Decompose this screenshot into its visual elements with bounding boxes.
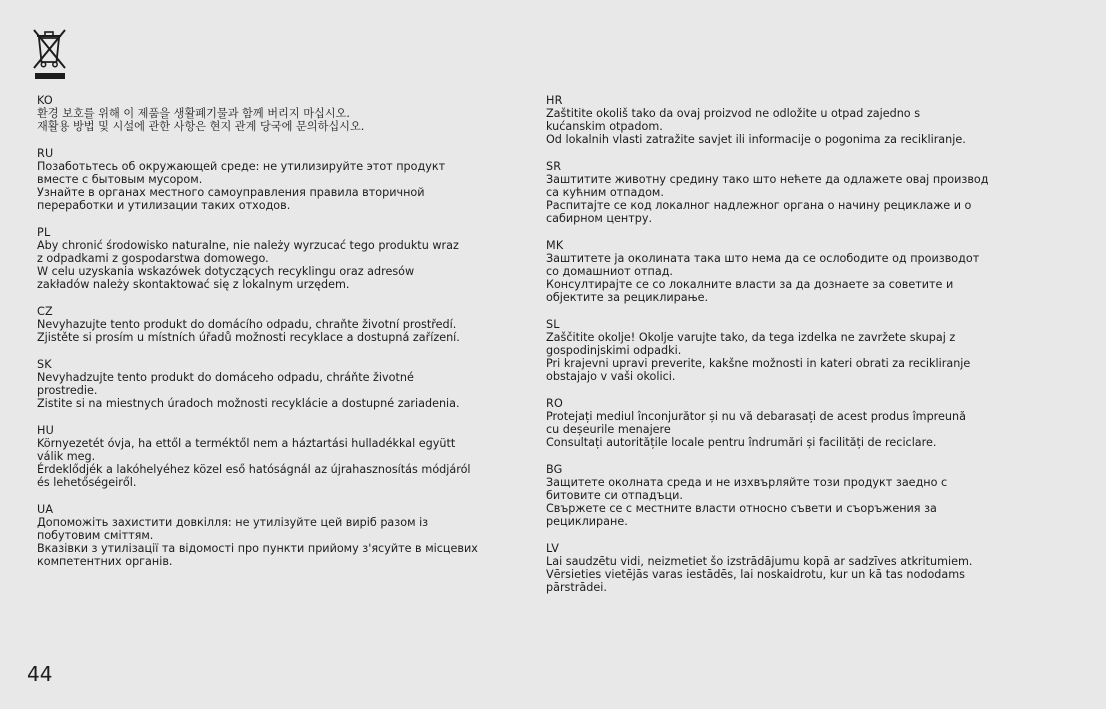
weee-crossed-bin-icon: [30, 26, 70, 82]
instruction-text-line: Защитете околната среда и не изхвърляйте този продукт заедно с: [546, 476, 948, 489]
instruction-text-line: és lehetőségeiről.: [37, 476, 137, 489]
language-block-ro: [546, 397, 1016, 449]
instruction-text-line: Környezetét óvja, ha ettől a terméktől nem a háztartási hulladékkal együtt: [37, 437, 456, 450]
instruction-text-line: Consultați autoritățile locale pentru îndrumări și facilități de reciclare.: [546, 436, 937, 449]
instruction-text-line: prostredie.: [37, 384, 98, 397]
page-number: 44: [27, 662, 53, 686]
instruction-text-line: переработки и утилизации таких отходов.: [37, 199, 291, 212]
instruction-text-line: kućanskim otpadom.: [546, 120, 663, 133]
instruction-text-line: Pri krajevni upravi preverite, kakšne možnosti in kateri obrati za recikliranje: [546, 357, 971, 370]
instruction-text-line: битовите си отпадъци.: [546, 489, 683, 502]
instruction-text-line: Zjistěte si prosím u místních úřadů možnosti recyklace a dostupná zařízení.: [37, 331, 460, 344]
instruction-text-line: со домашниот отпад.: [546, 265, 673, 278]
instruction-text-line: cu deșeurile menajere: [546, 423, 671, 436]
instruction-text-line: 재활용 방법 및 시설에 관한 사항은 현지 관계 당국에 문의하십시오.: [37, 120, 365, 133]
instruction-text-line: Vērsieties vietējās varas iestādēs, lai noskaidrotu, kur un kā tas nododams: [546, 568, 965, 581]
instruction-text-line: Lai saudzētu vidi, neizmetiet šo izstrādājumu kopā ar sadzīves atkritumiem.: [546, 555, 973, 568]
instruction-text-line: Aby chronić środowisko naturalne, nie należy wyrzucać tego produktu wraz: [37, 239, 459, 252]
instruction-text-line: Zaštitite okoliš tako da ovaj proizvod ne odložite u otpad zajedno s: [546, 107, 921, 120]
instruction-text-line: побутовим сміттям.: [37, 529, 154, 542]
language-code: CZ: [37, 305, 53, 318]
language-code: MK: [546, 239, 564, 252]
left-column: [37, 94, 507, 582]
instruction-text-line: z odpadkami z gospodarstwa domowego.: [37, 252, 269, 265]
instruction-text-line: рециклиране.: [546, 515, 628, 528]
language-code: SL: [546, 318, 560, 331]
instruction-text-line: компетентних органів.: [37, 555, 173, 568]
language-block-pl: [37, 226, 507, 291]
instruction-text-line: Заштитите животну средину тако што нећете да одлажете овај производ: [546, 173, 989, 186]
language-code: LV: [546, 542, 560, 555]
instruction-text-line: Nevyhazujte tento produkt do domácího odpadu, chraňte životní prostředí.: [37, 318, 457, 331]
instruction-text-line: објектите за рециклирање.: [546, 291, 709, 304]
language-block-ko: [37, 94, 507, 133]
instruction-text-line: Заштитете ја околината така што нема да се ослободите од производот: [546, 252, 980, 265]
instruction-text-line: са кућним отпадом.: [546, 186, 664, 199]
language-code: BG: [546, 463, 563, 476]
language-code: RO: [546, 397, 563, 410]
language-code: RU: [37, 147, 54, 160]
instruction-text-line: сабирном центру.: [546, 212, 653, 225]
instruction-text-line: gospodinjskimi odpadki.: [546, 344, 682, 357]
language-code: SR: [546, 160, 562, 173]
language-block-lv: [546, 542, 1016, 594]
language-block-hu: [37, 424, 507, 489]
instruction-text-line: Érdeklődjék a lakóhelyéhez közel eső hatóságnál az újrahasznosítás módjáról: [37, 463, 471, 476]
language-code: KO: [37, 94, 53, 107]
language-block-ua: [37, 503, 507, 568]
instruction-text-line: 환경 보호를 위해 이 제품을 생활폐기물과 함께 버리지 마십시오.: [37, 107, 350, 120]
instruction-text-line: zakładów należy skontaktować się z lokalnym urzędem.: [37, 278, 350, 291]
instruction-text-line: Свържете се с местните власти относно съвети и съоръжения за: [546, 502, 937, 515]
language-code: HR: [546, 94, 563, 107]
language-block-sr: [546, 160, 1016, 225]
instruction-text-line: Od lokalnih vlasti zatražite savjet ili informacije o pogonima za recikliranje.: [546, 133, 966, 146]
instruction-text-line: válik meg.: [37, 450, 96, 463]
instruction-text-line: Позаботьтесь об окружающей среде: не утилизируйте этот продукт: [37, 160, 446, 173]
instruction-text-line: Допоможіть захистити довкілля: не утилізуйте цей виріб разом із: [37, 516, 429, 529]
language-block-sl: [546, 318, 1016, 383]
instruction-text-line: Zaščitite okolje! Okolje varujte tako, da tega izdelka ne zavržete skupaj z: [546, 331, 956, 344]
language-code: PL: [37, 226, 51, 239]
instruction-text-line: Nevyhadzujte tento produkt do domáceho odpadu, chráňte životné: [37, 371, 414, 384]
language-block-ru: [37, 147, 507, 212]
language-block-mk: [546, 239, 1016, 304]
language-code: UA: [37, 503, 54, 516]
instruction-text-line: Zistite si na miestnych úradoch možnosti recyklácie a dostupné zariadenia.: [37, 397, 460, 410]
language-code: HU: [37, 424, 55, 437]
instruction-text-line: Консултирајте се со локалните власти за да дознаете за советите и: [546, 278, 954, 291]
right-column: [546, 94, 1016, 608]
language-block-bg: [546, 463, 1016, 528]
instruction-text-line: Protejați mediul înconjurător și nu vă debarasați de acest produs împreună: [546, 410, 966, 423]
instruction-text-line: pārstrādei.: [546, 581, 607, 594]
instruction-text-line: obstajajo v vaši okolici.: [546, 370, 676, 383]
instruction-text-line: вместе с бытовым мусором.: [37, 173, 203, 186]
instruction-text-line: Вказівки з утилізації та відомості про пункти прийому з'ясуйте в місцевих: [37, 542, 478, 555]
language-code: SK: [37, 358, 52, 371]
language-block-sk: [37, 358, 507, 410]
language-block-cz: [37, 305, 507, 344]
instruction-text-line: Узнайте в органах местного самоуправления правила вторичной: [37, 186, 425, 199]
instruction-text-line: Распитајте се код локалног надлежног органа о начину рециклаже и о: [546, 199, 972, 212]
instruction-text-line: W celu uzyskania wskazówek dotyczących recyklingu oraz adresów: [37, 265, 415, 278]
language-block-hr: [546, 94, 1016, 146]
